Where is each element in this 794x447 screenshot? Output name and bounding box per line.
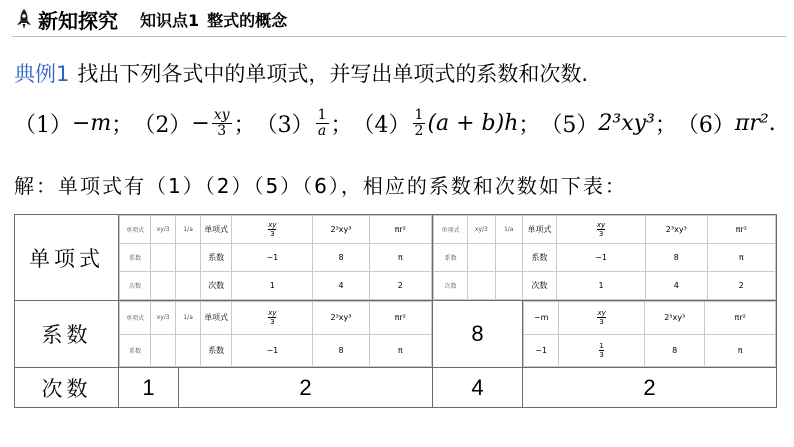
rocket-icon [14, 8, 34, 30]
mini-cell [495, 272, 522, 300]
mini-cell: πr² [369, 302, 431, 335]
mini-table [523, 301, 776, 367]
item-index: （3） [255, 112, 314, 138]
mini-cell [151, 244, 176, 272]
numerator: 1 [317, 106, 327, 123]
item-index: （2） [133, 112, 192, 138]
knowledge-point-title: 整式的概念 [207, 10, 288, 30]
mini-cell: −m [524, 302, 559, 335]
row-label: 单项式 [15, 215, 119, 301]
degree-value: 2 [179, 368, 433, 408]
mini-cell: 1 [232, 272, 313, 300]
mini-cell [151, 272, 176, 300]
mini-cell: π [369, 334, 431, 367]
mini-cell: 系数 [120, 244, 151, 272]
mini-cell: 单项式 [434, 216, 468, 244]
expression: (a + b)h [427, 110, 519, 136]
mini-cell: 单项式 [201, 216, 232, 244]
solution-text: 解：单项式有（1）（2）（5）（6），相应的系数和次数如下表： [14, 174, 627, 198]
mini-cell: xy/3 [151, 216, 176, 244]
mini-cell: 2³xy³ [313, 302, 369, 335]
period: . [768, 110, 776, 136]
mini-cell: 4 [646, 272, 708, 300]
example-text: 找出下列各式中的单项式，并写出单项式的系数和次数. [77, 62, 589, 86]
mini-cell: 1/a [176, 302, 201, 335]
pasted-table-image [119, 215, 433, 301]
header-divider [12, 36, 786, 37]
mini-table [119, 215, 432, 300]
mini-cell [176, 334, 201, 367]
pasted-table-image [523, 301, 777, 368]
separator: ； [654, 112, 677, 138]
mini-cell: xy/3 [151, 302, 176, 335]
mini-cell: 单项式 [120, 302, 151, 335]
mini-cell: 系数 [120, 334, 151, 367]
mini-cell [468, 272, 495, 300]
mini-cell [176, 272, 201, 300]
mini-cell: 次数 [522, 272, 556, 300]
mini-cell: 单项式 [522, 216, 556, 244]
item-index: （5） [540, 112, 599, 138]
degree-value: 1 [119, 368, 179, 408]
mini-cell: 单项式 [201, 302, 232, 335]
fraction [316, 108, 329, 139]
knowledge-point-label: 知识点1 [140, 10, 200, 30]
mini-cell: −1 [232, 244, 313, 272]
mini-cell [468, 244, 495, 272]
section-header [14, 4, 287, 34]
mini-cell [176, 244, 201, 272]
mini-cell: 次数 [120, 272, 151, 300]
mini-cell: −1 [557, 244, 646, 272]
expression: 2³xy³ [598, 110, 655, 136]
mini-cell: 单项式 [120, 216, 151, 244]
section-title: 新知探究 [38, 8, 118, 33]
pasted-table-image [433, 215, 777, 301]
numerator: 1 [414, 106, 424, 123]
answer-table [14, 214, 777, 408]
mini-cell: 2³xy³ [644, 302, 704, 335]
mini-cell: 1/a [495, 216, 522, 244]
row-label: 次数 [15, 368, 119, 408]
mini-cell: 2³xy³ [646, 216, 708, 244]
mini-cell: $\frac{xy}{3}$ [559, 302, 645, 335]
pasted-table-image [119, 301, 433, 368]
mini-cell: 系数 [522, 244, 556, 272]
mini-cell: 2 [369, 272, 431, 300]
item-index: （4） [352, 112, 411, 138]
separator: ； [111, 112, 134, 138]
mini-cell: πr² [707, 216, 775, 244]
numerator: xy [213, 106, 230, 123]
item-index: （1） [14, 112, 72, 138]
fraction [212, 108, 232, 139]
expression-list [14, 100, 776, 146]
denominator: 3 [217, 122, 227, 139]
mini-cell: 8 [646, 244, 708, 272]
mini-cell: π [707, 244, 775, 272]
mini-cell: −1 [524, 334, 559, 367]
mini-cell: $\frac{xy}{3}$ [232, 216, 313, 244]
denominator: a [317, 122, 327, 139]
mini-cell: 8 [313, 334, 369, 367]
expression: πr² [734, 110, 769, 136]
fraction [413, 108, 426, 139]
mini-cell: $\frac{xy}{3}$ [232, 302, 313, 335]
item-index: （6） [676, 112, 735, 138]
mini-table [433, 215, 776, 300]
minus-sign: − [191, 110, 210, 136]
mini-cell: $\frac{xy}{3}$ [557, 216, 646, 244]
separator: ； [330, 112, 353, 138]
mini-cell: 4 [313, 272, 369, 300]
mini-cell [151, 334, 176, 367]
mini-cell: 次数 [201, 272, 232, 300]
denominator: 2 [414, 122, 424, 139]
degree-value: 4 [433, 368, 523, 408]
mini-cell: 2³xy³ [313, 216, 369, 244]
mini-cell: 系数 [201, 244, 232, 272]
mini-cell: πr² [705, 302, 776, 335]
mini-cell: 2 [707, 272, 775, 300]
mini-table [119, 301, 432, 367]
mini-cell: 8 [644, 334, 704, 367]
degree-value: 2 [523, 368, 777, 408]
mini-cell: 系数 [201, 334, 232, 367]
example-tag: 典例1 [14, 62, 70, 86]
mini-cell: 系数 [434, 244, 468, 272]
mini-cell: 次数 [434, 272, 468, 300]
mini-cell: πr² [369, 216, 431, 244]
mini-cell: π [369, 244, 431, 272]
mini-cell: −1 [232, 334, 313, 367]
mini-cell: xy/3 [468, 216, 495, 244]
coefficient-value: 8 [433, 301, 523, 368]
mini-cell: 8 [313, 244, 369, 272]
example-question [14, 58, 588, 88]
mini-cell: π [705, 334, 776, 367]
row-label: 系数 [15, 301, 119, 368]
mini-cell [495, 244, 522, 272]
mini-cell: 1 [557, 272, 646, 300]
separator: ； [518, 112, 541, 138]
separator: ； [233, 112, 256, 138]
mini-cell: 1/a [176, 216, 201, 244]
mini-cell: $\frac{1}{3}$ [559, 334, 645, 367]
expression: −m [72, 110, 112, 136]
